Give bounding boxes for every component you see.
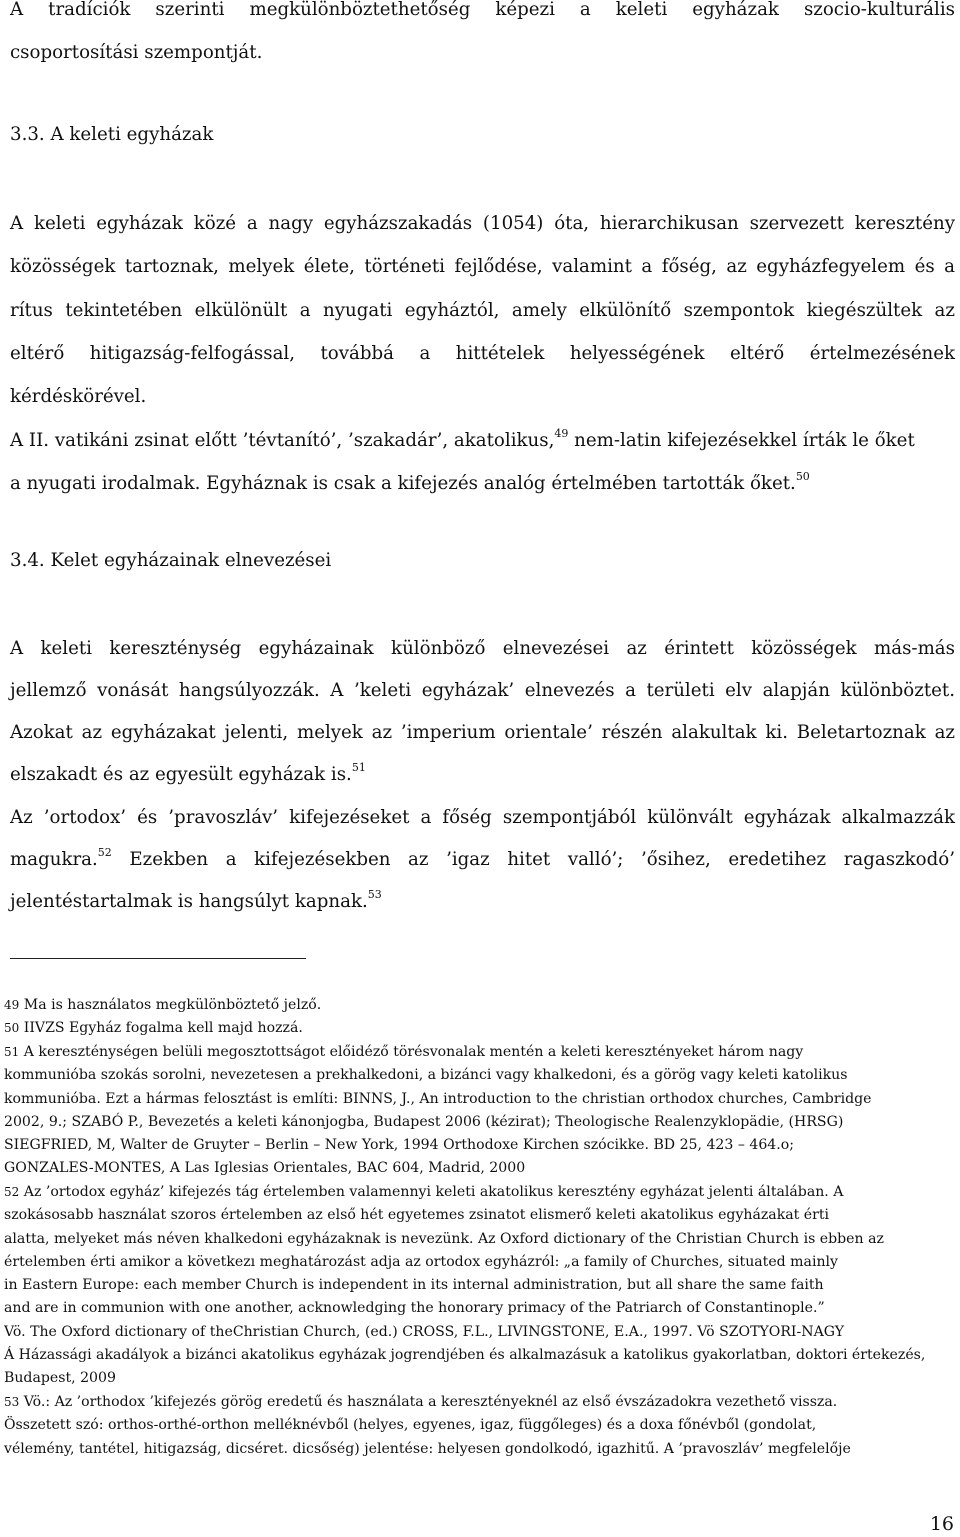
paragraph-vatikani-zsinat: A II. vatikáni zsinat előtt ’tévtanító’, ’szakadár’, akatolikus,$^{49}$ nem-latin kifejezésekkel írták le őket a nyugati irodalmak. Egyháznak is csak a kifejezés analóg értelmében tartották őket.$^{50}$ [10,427,915,495]
footnote-52: 52 Az ’ortodox egyház’ kifejezés tág értelemben valamennyi keleti akatolikus keresztény egyházat jelenti általában. A szokásosabb használat szoros értelemben az első hét egyetemes zsinatot elismerő keleti akatolikus egyházakat érti alatta, melyeket más néven khalkedoni egyházaknak is nevezünk. Az Oxford dictionary of the Christian Church is ebben az értelemben érti amikor a következı meghatározást adja az ortodox egyházról: „a family of Churches, situated mainly in Eastern Europe: each member Church is independent in its internal administration, but all share the same faith and are in communion with one another, acknowledging the honorary primacy of the Patriarch of Constantinople.” Vö. The Oxford dictionary of theChristian Church, (ed.) CROSS, F.L., LIVINGSTONE, E.A., 1997. Vö SZOTYORI-NAGY Á Házassági akadályok a bizánci akatolikus egyházak jogrendjében és alkalmazásuk a katolikus gyakorlatban, doktori értekezés, Budapest, 2009 [4,1184,926,1387]
footnote-ref-53: 53 [367,888,382,901]
section-heading-3-3: 3.3. A keleti egyházak [10,124,214,145]
footnote-53: 53 Vö.: Az ’orthodox ’kifejezés görög eredetű és használata a keresztényeknél az első évszázadokra vezethető vissza. Összetett szó: orthos-orthé-orthon melléknévből (helyes, egyenes, igaz, függőleges) és a doxa főnévből (gondolat, vélemény, tantétel, hitigazság, dicséret. dicsőség) jelentése: helyesen gondolkodó, igazhitű. A ’pravoszláv’ megfelelője [4,1394,851,1457]
footnote-ref-49: 49 [554,427,569,440]
footnote-ref-51: 51 [351,761,366,774]
footnote-ref-50: 50 [795,470,810,484]
paragraph-ortodox: Az ’ortodox’ és ’pravoszláv’ kifejezéseket a főség szempontjából különvált egyházak alkalmazzák magukra.$^{52}$ Ezekben a kifejezésekben az ’igaz hitet valló’; ’ősihez, eredetihez ragaszkodó’ jelentéstartalmak is hangsúlyt kapnak.$^{53}$ [10,807,955,912]
paragraph-intro [10,0,955,75]
footnote-ref-52: 52 [97,846,112,859]
footnote-51: 51 A kereszténységen belüli megosztottságot előidéző törésvonalak mentén a keleti keresztényeket három nagy kommunióba szokás sorolni, nevezetesen a prekhalkedoni, a bizánci vagy khalkedoni, és a görög vagy keleti katolikus kommunióba. Ezt a hármas felosztást is említi: BINNS, J., An introduction to the christian orthodox churches, Cambridge 2002, 9.; SZABÓ P., Bevezetés a keleti kánonjogba, Budapest 2006 (kézirat); Theologische Realenzyklopädie, (HRSG) SIEGFRIED, M, Walter de Gruyter – Berlin – New York, 1994 Orthodoxe Kirchen szócikke. BD 25, 423 – 464.o; GONZALES-MONTES, A Las Iglesias Orientales, BAC 604, Madrid, 2000 [4,1044,872,1177]
intro-line-2: csoportosítási szempontját. [10,42,263,64]
paragraph-elnevezesek: A keleti kereszténység egyházainak különböző elnevezései az érintett közösségek más-más jellemző vonását hangsúlyozzák. A ’keleti egyházak’ elnevezés a területi elv alapján különböztet. Azokat az egyházakat jelenti, melyek az ’imperium orientale’ részén alakultak ki. Beletartoznak az elszakadt és az egyesült egyházak is.$^{51}$ [10,638,955,785]
paragraph-keleti-egyhazak: A keleti egyházak közé a nagy egyházszakadás (1054) óta, hierarchikusan szervezett keresztény közösségek tartoznak, melyek élete, történeti fejlődése, valamint a főség, az egyházfegyelem és a rítus tekintetében elkülönült a nyugati egyháztól, amely elkülönítő szempontok kiegészültek az eltérő hitigazság-felfogással, továbbá a hittételek helyességének eltérő értelmezésének kérdéskörével. [10,213,955,408]
footnote-49: 49 Ma is használatos megkülönböztető jelző. [4,997,322,1013]
section-heading-3-4: 3.4. Kelet egyházainak elnevezései [10,550,332,571]
footnote-separator [10,958,306,959]
footnote-50: 50 IIVZS Egyház fogalma kell majd hozzá. [4,1020,303,1036]
page-number: 16 [929,1513,954,1535]
intro-line-1: A tradíciók szerinti megkülönböztethetőség képezi a keleti egyházak szocio-kulturális [10,0,955,20]
